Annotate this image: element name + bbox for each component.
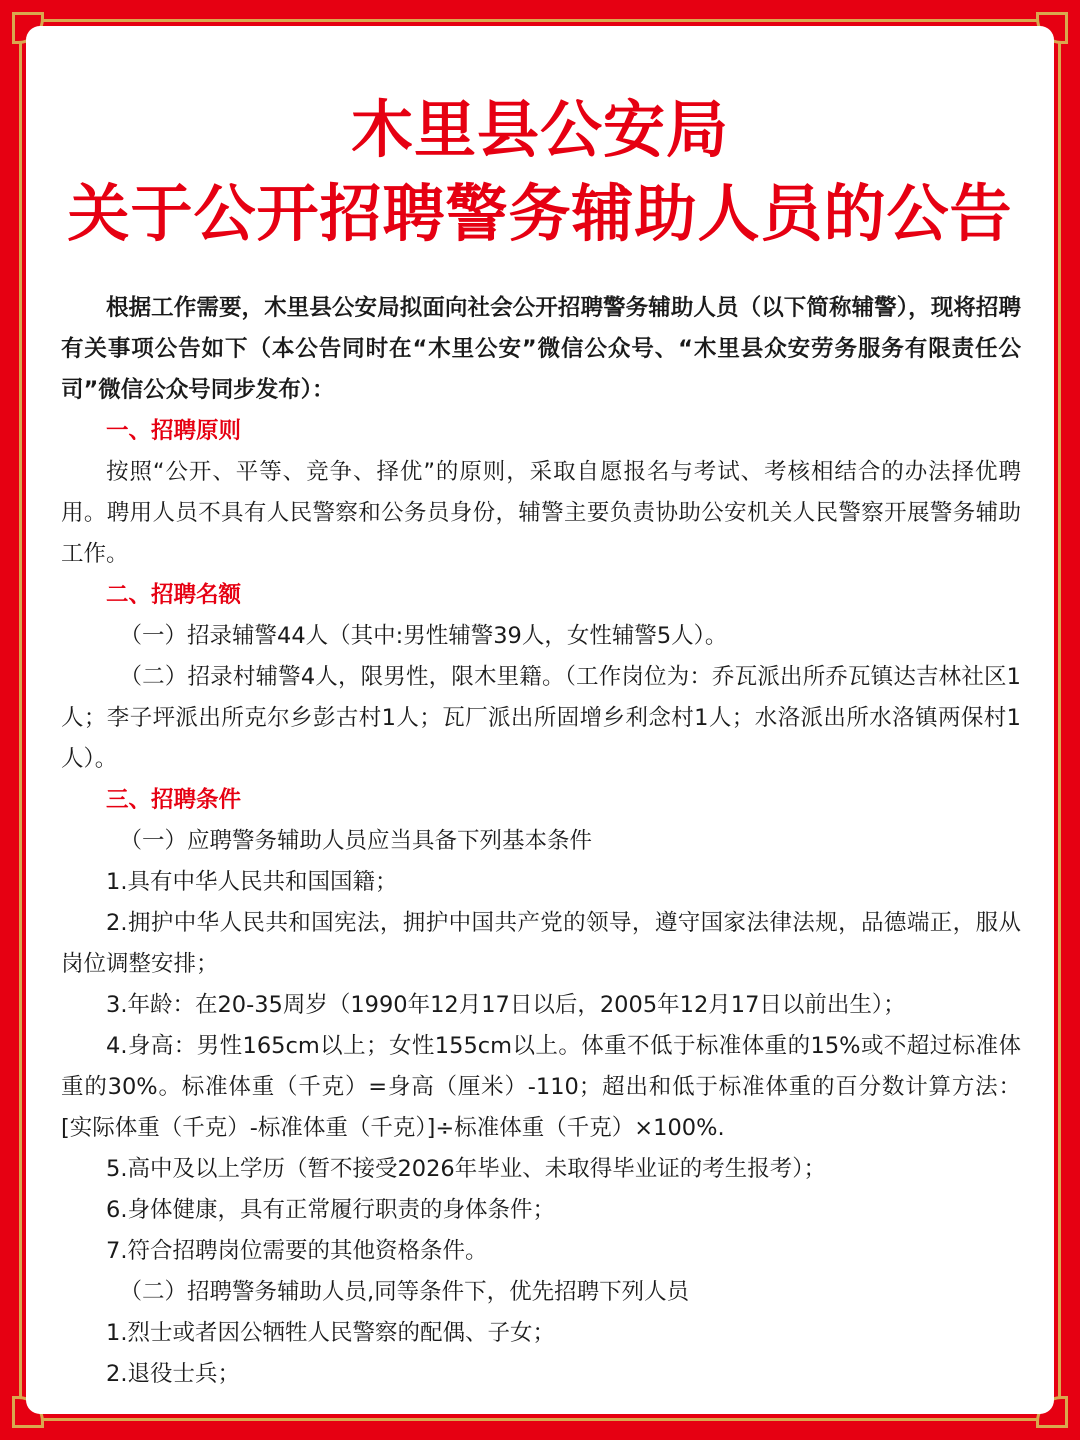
quota-item-1: （一）招录辅警44人（其中:男性辅警39人，女性辅警5人）。 — [119, 623, 728, 649]
section-heading-conditions: 三、招聘条件 — [106, 787, 242, 813]
condition-item: 1.具有中华人民共和国国籍； — [106, 869, 398, 895]
notice-body — [61, 288, 1021, 1395]
intro-paragraph: 根据工作需要，木里县公安局拟面向社会公开招聘警务辅助人员（以下简称辅警），现将招聘有关事项公告如下（本公告同时在“木里公安”微信公众号、“木里县众安劳务服务有限责任公司”微信公众号同步发布）： — [61, 295, 1021, 403]
quota-item-2: （二）招录村辅警4人，限男性，限木里籍。（工作岗位为：乔瓦派出所乔瓦镇达吉林社区1人；李子坪派出所克尔乡彭古村1人；瓦厂派出所固增乡利念村1人；水洛派出所水洛镇两保村1人）。 — [61, 664, 1021, 772]
priority-item: 2.退役士兵； — [106, 1361, 240, 1387]
conditions-subheading-2: （二）招聘警务辅助人员,同等条件下，优先招聘下列人员 — [119, 1279, 690, 1305]
section-heading-principles: 一、招聘原则 — [106, 418, 242, 444]
condition-item: 4.身高：男性165cm以上；女性155cm以上。体重不低于标准体重的15%或不超过标准体重的30%。标准体重（千克）=身高（厘米）-110；超出和低于标准体重的百分数计算方法：[实际体重（千克）-标准体重（千克）]÷标准体重（千克）×100%. — [61, 1033, 1021, 1141]
condition-item: 3.年龄：在20-35周岁（1990年12月17日以后，2005年12月17日以前出生）； — [106, 992, 906, 1018]
notice-title — [40, 88, 1040, 256]
condition-item: 7.符合招聘岗位需要的其他资格条件。 — [106, 1238, 488, 1264]
section-heading-quota: 二、招聘名额 — [106, 582, 242, 608]
principles-paragraph: 按照“公开、平等、竞争、择优”的原则，采取自愿报名与考试、考核相结合的办法择优聘用。聘用人员不具有人民警察和公务员身份，辅警主要负责协助公安机关人民警察开展警务辅助工作。 — [61, 459, 1021, 567]
condition-item: 6.身体健康，具有正常履行职责的身体条件； — [106, 1197, 555, 1223]
condition-item: 5.高中及以上学历（暂不接受2026年毕业、未取得毕业证的考生报考）； — [106, 1156, 826, 1182]
conditions-subheading-1: （一）应聘警务辅助人员应当具备下列基本条件 — [119, 828, 593, 854]
title-line-1: 木里县公安局 — [350, 93, 729, 166]
title-line-2: 关于公开招聘警务辅助人员的公告 — [67, 177, 1013, 250]
priority-item: 1.烈士或者因公牺牲人民警察的配偶、子女； — [106, 1320, 555, 1346]
condition-item: 2.拥护中华人民共和国宪法，拥护中国共产党的领导，遵守国家法律法规，品德端正，服从岗位调整安排； — [61, 910, 1021, 977]
